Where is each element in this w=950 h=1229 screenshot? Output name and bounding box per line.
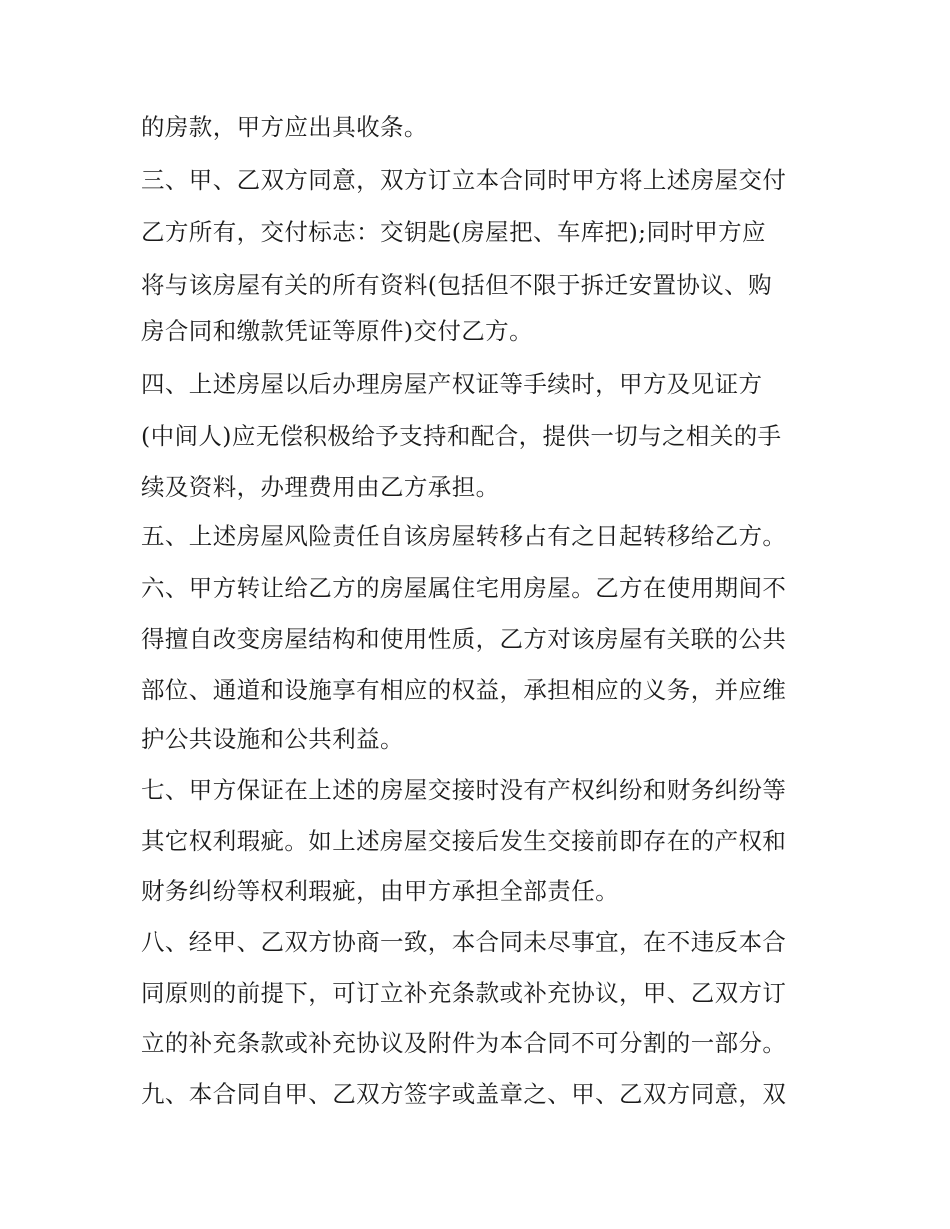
text-line: 立的补充条款或补充协议及附件为本合同不可分割的一部分。: [141, 1029, 787, 1057]
text-line: (中间人)应无偿积极给予支持和配合，提供一切与之相关的手: [141, 422, 782, 450]
text-line: 九、本合同自甲、乙双方签字或盖章之、甲、乙双方同意，双: [141, 1080, 787, 1108]
text-line: 得擅自改变房屋结构和使用性质，乙方对该房屋有关联的公共: [141, 625, 787, 653]
text-line: 七、甲方保证在上述的房屋交接时没有产权纠纷和财务纠纷等: [141, 776, 787, 804]
text-line: 房合同和缴款凭证等原件)交付乙方。: [141, 317, 533, 345]
text-line: 的房款，甲方应出具收条。: [141, 113, 428, 141]
text-line: 部位、通道和设施享有相应的权益，承担相应的义务，并应维: [141, 676, 787, 704]
text-line: 财务纠纷等权利瑕疵，由甲方承担全部责任。: [141, 877, 619, 905]
text-line: 将与该房屋有关的所有资料(包括但不限于拆迁安置协议、购: [141, 271, 772, 299]
text-line: 护公共设施和公共利益。: [141, 725, 404, 753]
text-line: 乙方所有，交付标志：交钥匙(房屋把、车库把);同时甲方应: [141, 218, 766, 246]
text-line: 其它权利瑕疵。如上述房屋交接后发生交接前即存在的产权和: [141, 827, 787, 855]
text-line: 续及资料，办理费用由乙方承担。: [141, 473, 500, 501]
text-line: 六、甲方转让给乙方的房屋属住宅用房屋。乙方在使用期间不: [141, 574, 787, 602]
text-line: 同原则的前提下，可订立补充条款或补充协议，甲、乙双方订: [141, 979, 787, 1007]
text-line: 五、上述房屋风险责任自该房屋转移占有之日起转移给乙方。: [141, 522, 787, 550]
text-line: 四、上述房屋以后办理房屋产权证等手续时，甲方及见证方: [141, 370, 763, 398]
text-line: 三、甲、乙双方同意，双方订立本合同时甲方将上述房屋交付: [141, 166, 787, 194]
text-line: 八、经甲、乙双方协商一致，本合同未尽事宜，在不违反本合: [141, 928, 787, 956]
